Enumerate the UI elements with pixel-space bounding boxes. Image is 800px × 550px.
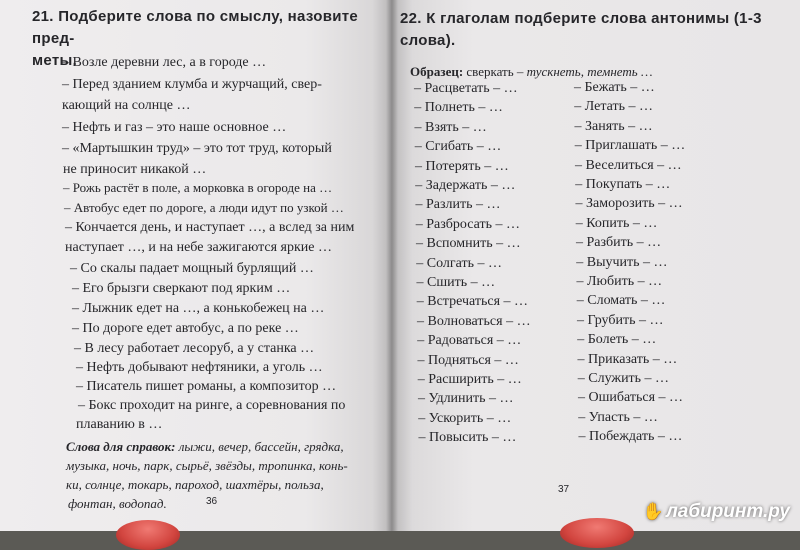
antonym-item-right: – Служить – … xyxy=(577,371,670,386)
antonym-item-right: – Покупать – … xyxy=(575,177,671,192)
title-line: 21. Подберите слова по смыслу, назовите пред- xyxy=(32,8,359,47)
antonym-item-left: – Солгать – … xyxy=(416,255,502,271)
antonym-item-left: – Расцветать – … xyxy=(414,81,518,96)
antonym-item-right: – Копить – … xyxy=(575,215,658,231)
reference-label: Слова для справок: xyxy=(66,439,176,454)
antonym-item-left: – Потерять – … xyxy=(415,158,509,174)
reference-line: фонтан, водопад. xyxy=(68,496,167,511)
book-fold xyxy=(386,0,398,531)
antonym-item-left: – Взять – … xyxy=(414,119,487,135)
finger-left xyxy=(116,520,180,550)
right-page xyxy=(392,0,800,531)
antonym-item-left: – Сшить – … xyxy=(416,275,496,290)
antonym-item-left: – Удлинить – … xyxy=(418,391,514,407)
watermark-text: лабиринт.ру xyxy=(665,501,790,522)
antonym-item-left: – Вспомнить – … xyxy=(416,236,521,252)
antonym-item-left: – Разлить – … xyxy=(415,197,501,213)
text-line: – Бокс проходит на ринге, а соревнования по xyxy=(78,398,346,413)
antonym-item-right: – Побеждать – … xyxy=(578,429,683,445)
title-line: слова). xyxy=(400,32,456,49)
antonym-item-right: – Упасть – … xyxy=(578,409,658,425)
text-line: – Рожь растёт в поле, а морковка в огороде на … xyxy=(63,180,333,195)
antonym-item-right: – Летать – … xyxy=(574,99,654,115)
antonym-item-right: – Приказать – … xyxy=(577,351,678,367)
antonym-item-left: – Ускорить – … xyxy=(418,410,512,426)
reference-line: ки, солнце, токарь, пароход, шахтёры, польза, xyxy=(66,477,324,492)
text-line: – Лыжник едет на …, а конькобежец на … xyxy=(72,301,325,316)
exercise-22-title xyxy=(400,8,762,52)
antonym-item-left: – Радоваться – … xyxy=(417,333,522,349)
finger-right xyxy=(560,518,634,548)
antonym-item-left: – Расширить – … xyxy=(417,372,522,387)
antonym-item-right: – Бежать – … xyxy=(574,80,655,95)
reference-words: лыжи, вечер, бассейн, грядка, xyxy=(178,439,344,454)
text-line: не приносит никакой … xyxy=(63,162,207,177)
text-line: – Писатель пишет романы, а композитор … xyxy=(76,379,337,394)
text-line: – Нефть и газ – это наше основное … xyxy=(62,120,287,135)
antonym-item-left: – Волноваться – … xyxy=(417,313,531,329)
antonym-item-left: – Подняться – … xyxy=(417,352,519,368)
antonym-item-right: – Выучить – … xyxy=(576,254,668,270)
antonym-item-right: – Любить – … xyxy=(576,274,663,289)
antonym-item-left: – Разбросать – … xyxy=(415,216,520,232)
text-line: наступает …, и на небе зажигаются яркие … xyxy=(65,240,332,255)
antonym-item-right: – Грубить – … xyxy=(577,312,664,328)
text-line: – В лесу работает лесоруб, а у станка … xyxy=(74,341,315,356)
antonym-item-right: – Веселиться – … xyxy=(575,157,682,173)
text-line: – Его брызги сверкают под ярким … xyxy=(72,281,291,296)
antonym-item-right: – Заморозить – … xyxy=(575,196,683,212)
antonym-item-right: – Разбить – … xyxy=(576,235,662,251)
antonym-item-left: – Сгибать – … xyxy=(414,139,502,155)
sample-label: Образец: xyxy=(410,64,464,79)
text-line: – Кончается день, и наступает …, а вслед за ним xyxy=(65,220,355,235)
watermark xyxy=(643,501,790,523)
reference-line xyxy=(66,437,344,456)
antonym-item-left: – Встречаться – … xyxy=(416,294,529,310)
page-number: 37 xyxy=(558,484,570,495)
text-line: – Автобус едет по дороге, а люди идут по узкой … xyxy=(64,200,344,215)
text-line: кающий на солнце … xyxy=(62,98,191,113)
antonym-item-left: – Задержать – … xyxy=(415,178,516,193)
text-line: – «Мартышкин труд» – это тот труд, который xyxy=(62,141,332,156)
sample-answer: тускнеть, темнеть … xyxy=(526,64,653,79)
text-line: – По дороге едет автобус, а по реке … xyxy=(72,321,299,336)
antonym-item-right: – Занять – … xyxy=(574,118,653,134)
text-line: – Нефть добывают нефтяники, а уголь … xyxy=(76,360,323,375)
reference-line: музыка, ночь, парк, сырьё, звёзды, тропинка, конь- xyxy=(66,458,348,473)
sample-word: сверкать – xyxy=(466,64,524,79)
antonym-item-left: – Полнеть – … xyxy=(414,100,503,116)
antonym-item-right: – Сломать – … xyxy=(576,293,666,309)
text-line: – Со скалы падает мощный бурлящий … xyxy=(70,261,314,276)
text-line: плаванию в … xyxy=(76,417,163,432)
text-line: – Перед зданием клумба и журчащий, свер- xyxy=(62,77,322,92)
hand-icon: ✋ xyxy=(642,502,664,521)
antonym-item-left: – Повысить – … xyxy=(418,430,517,446)
antonym-item-right: – Ошибаться – … xyxy=(578,390,684,406)
title-line: меты. xyxy=(32,52,78,69)
left-page xyxy=(0,0,392,531)
page-number: 36 xyxy=(206,496,218,507)
title-line: 22. К глаголам подберите слова антонимы (1-3 xyxy=(400,10,762,27)
text-line: – Возле деревни лес, а в городе … xyxy=(62,55,267,70)
antonym-item-right: – Болеть – … xyxy=(577,332,657,348)
antonym-item-right: – Приглашать – … xyxy=(574,138,686,154)
